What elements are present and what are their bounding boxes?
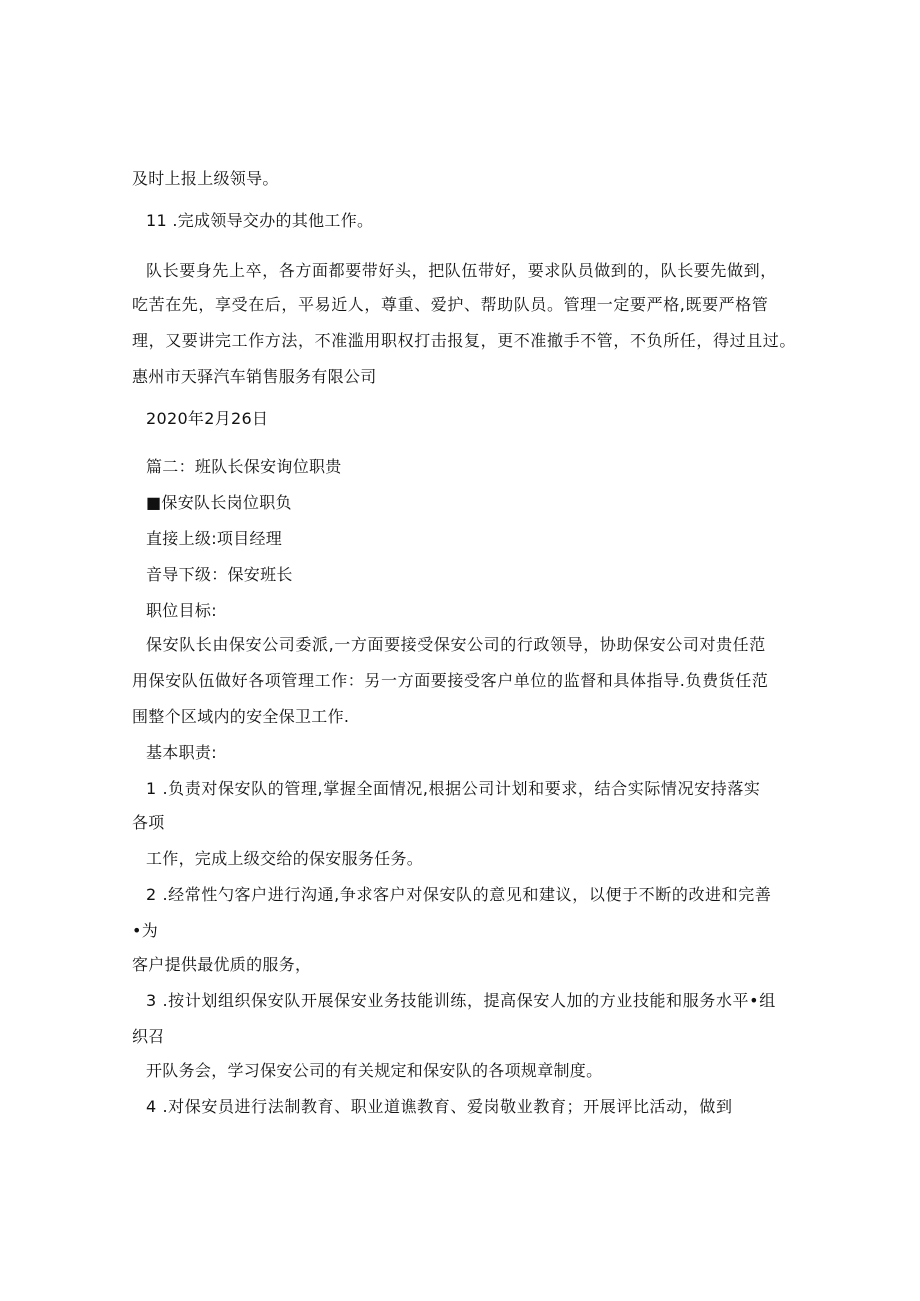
document-date: 2020年2月26日 xyxy=(146,409,269,428)
direct-superior: 直接上级:项目经理 xyxy=(146,529,283,548)
line-item-11: 11 .完成领导交办的其他工作。 xyxy=(146,211,374,230)
duty-2-line-a: 2 .经常性勺客户进行沟通,争求客户对保安队的意见和建议，以便于不断的改进和完善 xyxy=(146,885,772,904)
duty-2-line-b: •为 xyxy=(132,921,159,940)
duty-3-line-b: 织召 xyxy=(132,1027,165,1046)
line-goal-b: 用保安队伍做好各项管理工作：另一方面要接受客户单位的监督和具体指导.负费货任范 xyxy=(132,671,769,690)
duty-3-line-a: 3 .按计划组织保安队开展保安业务技能训练，提高保安人加的方业技能和服务水平•组 xyxy=(146,991,776,1010)
line-paragraph-1c: 理，又要讲完工作方法，不准滥用职权打击报复，更不准撤手不管，不负所任，得过且过。 xyxy=(132,331,797,350)
line-goal-c: 围整个区域内的安全保卫工作. xyxy=(132,707,350,726)
position-heading: ■保安队长岗位职负 xyxy=(146,493,292,512)
line-paragraph-1a: 队长要身先上卒，各方面都要带好头，把队伍带好，要求队员做到的，队长要先做到， xyxy=(146,261,777,280)
duty-1-line-b: 各项 xyxy=(132,813,165,832)
duties-label: 基本职责: xyxy=(146,743,217,762)
line-report-superior: 及时上报上级领导。 xyxy=(132,169,279,188)
duty-1-line-a: 1 .负责对保安队的管理,掌握全面情况,根据公司计划和要求，结合实际情况安持落实 xyxy=(146,779,761,798)
line-goal-a: 保安队长由保安公司委派,一方面要接受保安公司的行政领导，协助保安公司对贵任范 xyxy=(146,635,766,654)
duty-2-line-c: 客户提供最优质的服务， xyxy=(132,955,312,974)
section-title: 篇二：班队长保安询位职贵 xyxy=(146,457,342,476)
duty-1-line-c: 工作，完成上级交给的保安服务任务。 xyxy=(146,849,424,868)
line-paragraph-1b: 吃苦在先，享受在后，平易近人，尊重、爱护、帮助队员。管理一定要严格,既要严格管 xyxy=(132,295,769,314)
company-name: 惠州市天驿汽车销售服务有限公司 xyxy=(132,367,377,386)
position-goal-label: 职位目标: xyxy=(146,601,217,620)
subordinate: 音导下级：保安班长 xyxy=(146,565,293,584)
duty-4-line-a: 4 .对保安员进行法制教育、职业道谯教育、爱岗敬业教育；开展评比活动，做到 xyxy=(146,1097,733,1116)
duty-3-line-c: 开队务会，学习保安公司的有关规定和保安队的各项规章制度。 xyxy=(146,1061,603,1080)
